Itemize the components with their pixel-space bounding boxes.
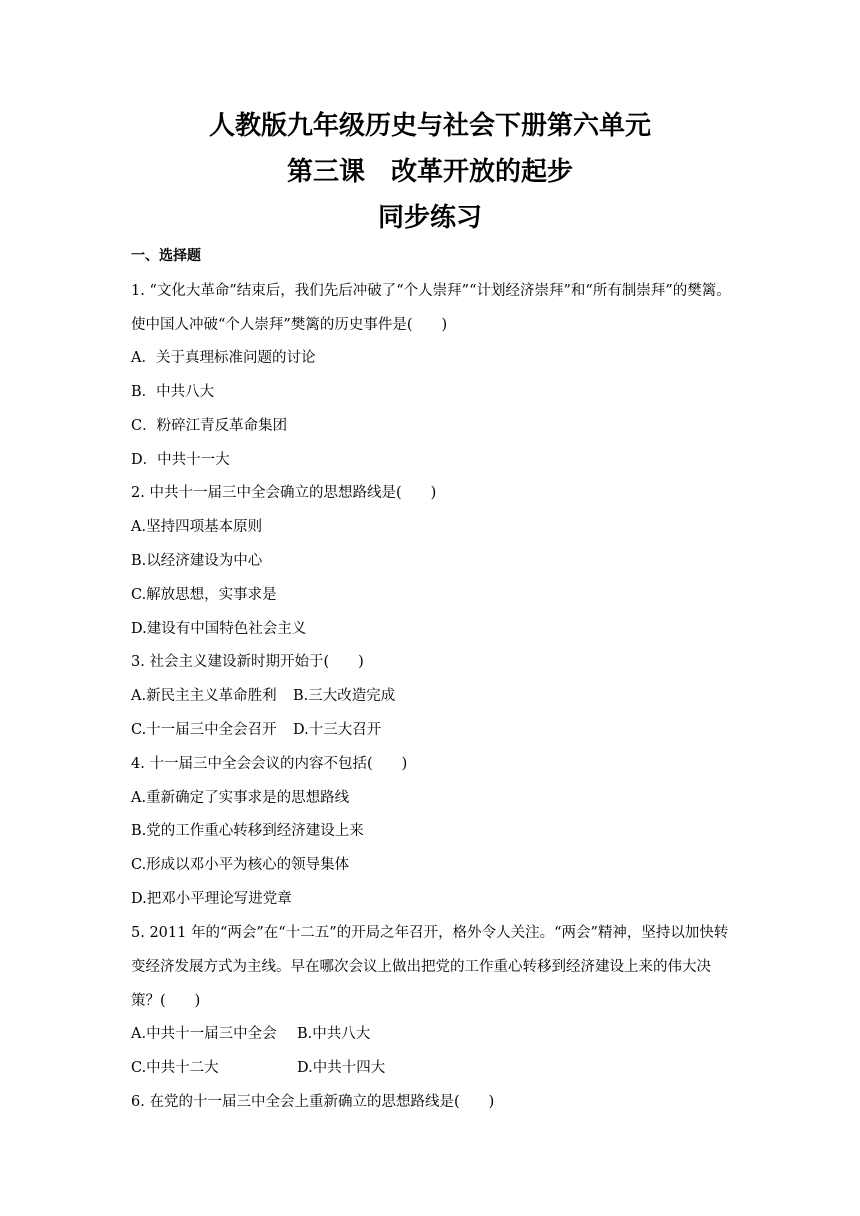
question-4-option-d: D.把邓小平理论写进党章 — [131, 891, 292, 907]
question-2-option-b: B.以经济建设为中心 — [131, 553, 263, 569]
question-4-stem: 4. 十一届三中全会会议的内容不包括( ) — [131, 756, 408, 772]
question-3-option-row-2 — [131, 720, 382, 740]
question-1-option-b: B．中共八大 — [131, 384, 215, 400]
subtitle: 同步练习 — [377, 203, 482, 233]
question-4-option-c: C.形成以邓小平为核心的领导集体 — [131, 857, 350, 873]
question-4-option-a: A.重新确定了实事求是的思想路线 — [131, 790, 350, 806]
question-3-option-d: D.十三大召开 — [293, 722, 382, 738]
lesson-title: 第三课 改革开放的起步 — [286, 157, 573, 187]
question-1-option-d: D．中共十一大 — [131, 452, 230, 468]
question-2-option-a: A.坚持四项基本原则 — [131, 519, 263, 535]
question-5-stem-line-1: 5. 2011 年的“两会”在“十二五”的开局之年召开，格外令人关注。“两会”精神，坚持以加快转 — [131, 925, 729, 941]
question-5-option-d: D.中共十四大 — [297, 1060, 386, 1076]
question-3-option-b: B.三大改造完成 — [293, 688, 396, 704]
question-5-stem-line-3: 策？( ) — [131, 993, 201, 1009]
question-3-option-a: A.新民主主义革命胜利 — [131, 688, 277, 704]
question-5-stem-line-2: 变经济发展方式为主线。早在哪次会议上做出把党的工作重心转移到经济建设上来的伟大决 — [131, 959, 711, 975]
question-3-stem: 3. 社会主义建设新时期开始于( ) — [131, 654, 364, 670]
question-1-option-a: A．关于真理标准问题的讨论 — [131, 350, 316, 366]
question-5-option-b: B.中共八大 — [297, 1026, 371, 1042]
question-4-option-b: B.党的工作重心转移到经济建设上来 — [131, 823, 364, 839]
question-3-option-row-1 — [131, 686, 396, 706]
question-6-stem: 6. 在党的十一届三中全会上重新确立的思想路线是( ) — [131, 1094, 495, 1110]
section-heading: 一、选择题 — [131, 248, 201, 264]
question-1-stem-line-2: 使中国人冲破“个人崇拜”樊篱的历史事件是( ) — [131, 317, 448, 333]
question-5-option-a: A.中共十一届三中全会 — [131, 1026, 277, 1042]
question-1-stem-line-1: 1. “文化大革命”结束后，我们先后冲破了“个人崇拜”“计划经济崇拜”和“所有制崇拜”的樊篱。 — [131, 283, 731, 299]
question-1-option-c: C．粉碎江青反革命集团 — [131, 418, 288, 434]
question-3-option-c: C.十一届三中全会召开 — [131, 722, 277, 738]
question-5-option-c: C.中共十二大 — [131, 1060, 219, 1076]
question-5-option-row-2 — [131, 1058, 386, 1078]
question-5-option-row-1 — [131, 1024, 371, 1044]
question-2-option-c: C.解放思想，实事求是 — [131, 587, 277, 603]
document-title: 人教版九年级历史与社会下册第六单元 — [208, 111, 651, 141]
question-2-option-d: D.建设有中国特色社会主义 — [131, 621, 307, 637]
question-2-stem: 2. 中共十一届三中全会确立的思想路线是( ) — [131, 485, 437, 501]
